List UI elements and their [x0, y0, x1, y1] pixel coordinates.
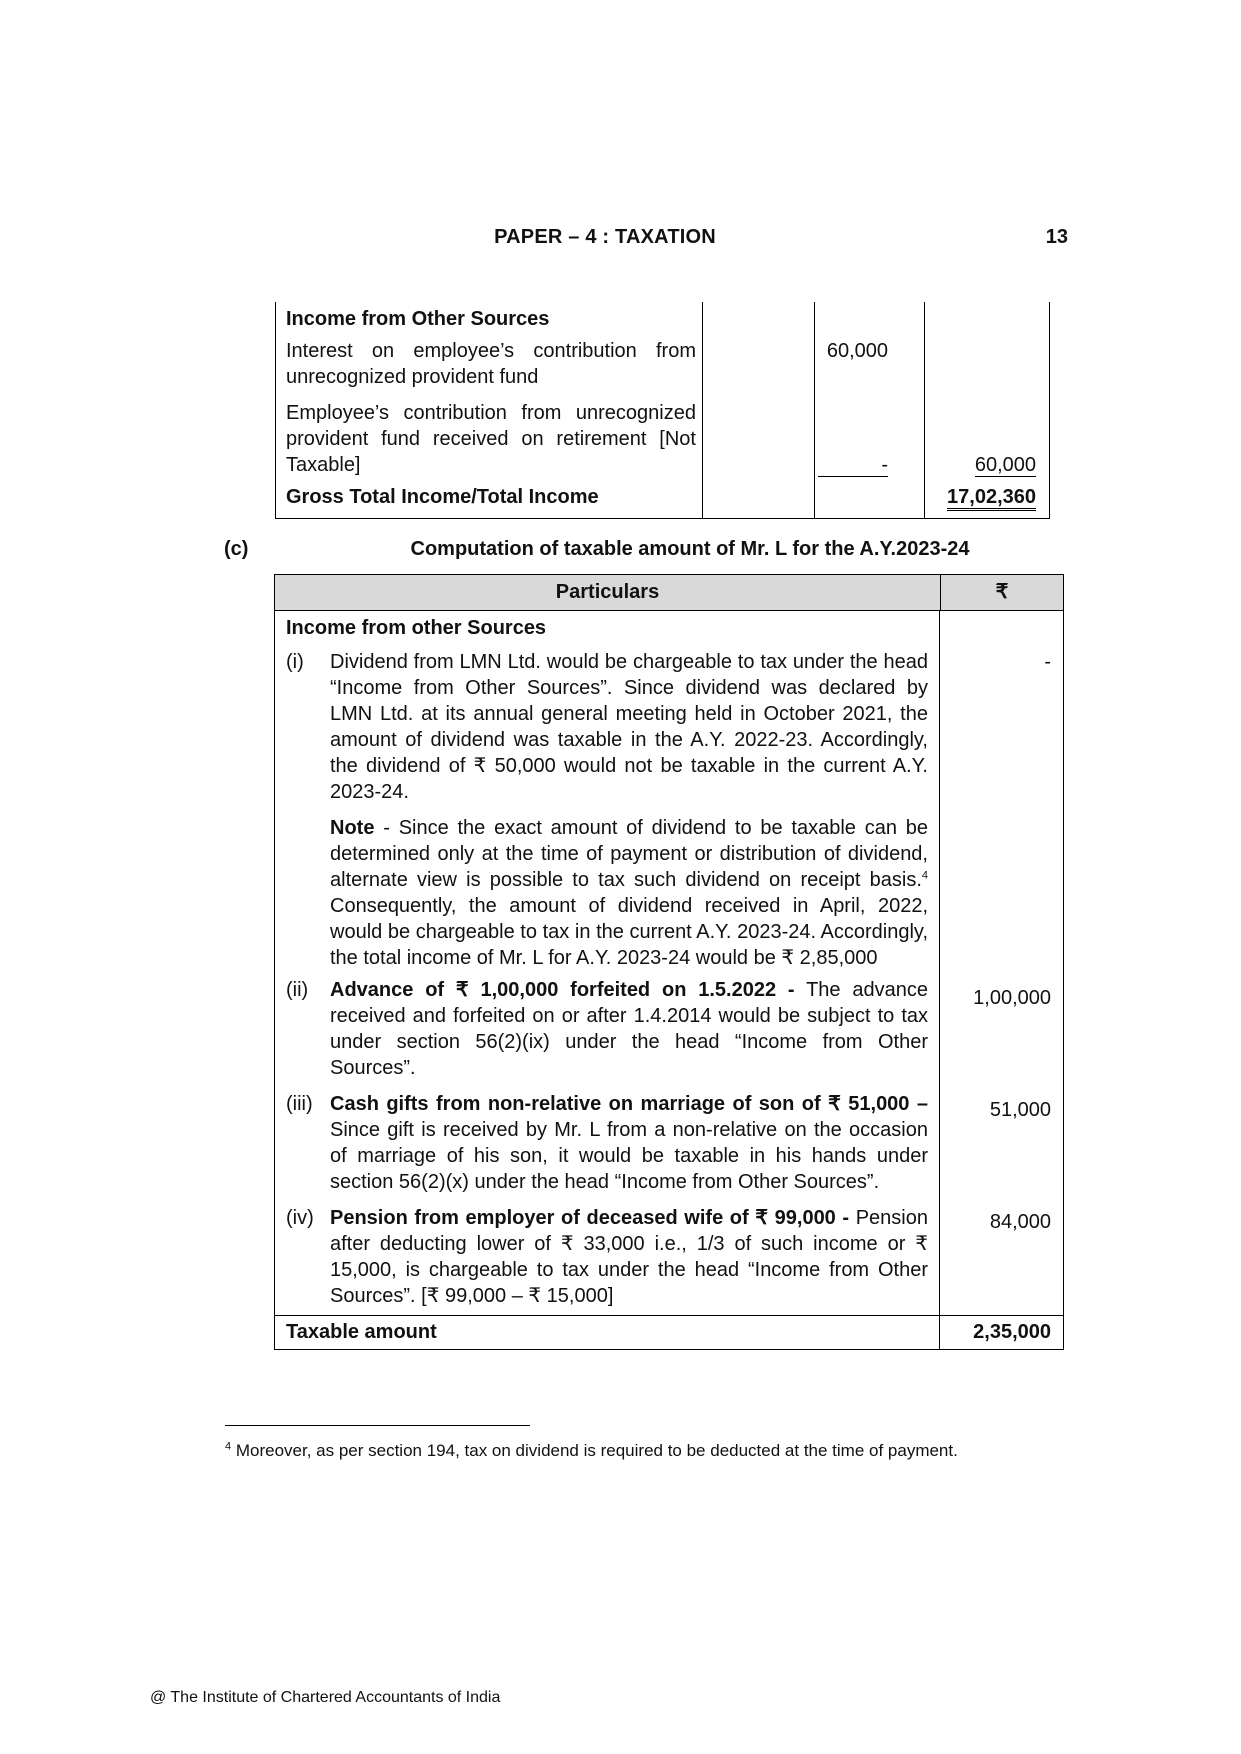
- taxable-amount-table: [274, 574, 1064, 1350]
- table-row-desc: Employee’s contribution from unrecognized provident fund received on retirement [Not Taxable]: [286, 402, 696, 476]
- footnote: $^4$ Moreover, as per section 194, tax on dividend is required to be deducted at the time of payment.: [225, 1440, 958, 1460]
- section-title: Computation of taxable amount of Mr. L for the A.Y.2023-24: [410, 538, 970, 560]
- table-row-amount: -: [788, 452, 888, 478]
- table-row-total: 60,000: [974, 454, 1036, 476]
- column-header-amount: ₹: [995, 581, 1009, 603]
- item-amount: -: [1044, 651, 1051, 673]
- list-item: (iv) Pension from employer of deceased wife of ₹ 99,000 - Pension after deducting lower of ₹ 33,000 i.e., 1/3 of such income or ₹ 15,000, is chargeable to tax under the head “Income from Other Sources”. [₹ 99,000 – ₹ 15,000]: [286, 1207, 928, 1307]
- gross-total-amount: 17,02,360: [936, 484, 1036, 511]
- page-title: PAPER – 4 : TAXATION: [494, 226, 716, 248]
- income-continuation-table: [275, 302, 1050, 519]
- table-row-amount: 60,000: [826, 340, 888, 362]
- item-amount: 84,000: [989, 1211, 1051, 1233]
- footnote-ref: 4: [921, 869, 928, 882]
- note-label: Note: [330, 817, 375, 839]
- total-label: Taxable amount: [275, 1316, 940, 1349]
- item-amount: 1,00,000: [973, 987, 1051, 1009]
- page-number: 13: [1045, 226, 1068, 248]
- section-label: (c): [224, 538, 249, 560]
- list-item: (iii) Cash gifts from non-relative on marriage of son of ₹ 51,000 – Since gift is received by Mr. L from a non-relative on the occasion of marriage of his son, it would be taxable in his hands under section 56(2)(x) under the head “Income from Other Sources”.: [286, 1093, 928, 1193]
- list-item: (i) Dividend from LMN Ltd. would be chargeable to tax under the head “Income from Other Sources”. Since dividend was declared by LMN Ltd. at its annual general meeting held in October 2021, the amount of dividend was taxable in the A.Y. 2022-23. Accordingly, the dividend of ₹ 50,000 would not be taxable in the current A.Y. 2023-24.: [286, 651, 928, 803]
- column-header-particulars: Particulars: [275, 575, 941, 610]
- table-heading: Income from other Sources: [286, 617, 547, 639]
- table-heading: Income from Other Sources: [286, 308, 550, 330]
- item-amount: 51,000: [989, 1099, 1051, 1121]
- note-item: Note - Since the exact amount of dividend to be taxable can be determined only at the time of payment or distribution of dividend, alternate view is possible to tax such dividend on receipt basis.$^4$ Consequently, the amount of dividend received in April, 2022, would be chargeable to tax in the current A.Y. 2023-24. Accordingly, the total income of Mr. L for A.Y. 2023-24 would be ₹ 2,85,000: [330, 817, 928, 969]
- total-amount: 2,35,000: [973, 1321, 1051, 1343]
- footnote-divider: [225, 1425, 530, 1426]
- gross-total-label: Gross Total Income/Total Income: [286, 486, 599, 508]
- table-row-desc: Interest on employee’s contribution from unrecognized provident fund: [286, 340, 696, 388]
- list-item: (ii) Advance of ₹ 1,00,000 forfeited on 1.5.2022 - The advance received and forfeited on or after 1.4.2014 would be subject to tax under section 56(2)(ix) under the head “Income from Other Sources”.: [286, 979, 928, 1079]
- page-footer: @ The Institute of Chartered Accountants of India: [150, 1689, 501, 1706]
